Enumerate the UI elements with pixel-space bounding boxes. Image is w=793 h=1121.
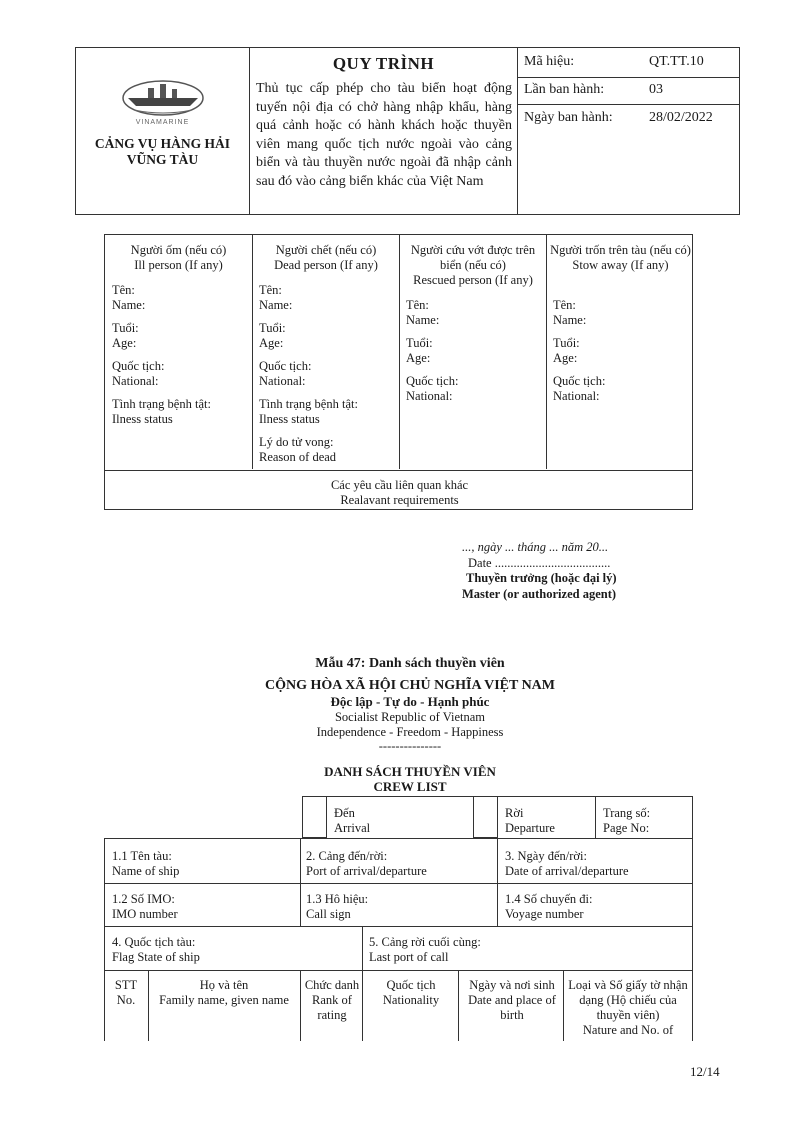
list-title-en: CREW LIST bbox=[373, 779, 447, 794]
page-number: 12/14 bbox=[690, 1064, 720, 1079]
col-nat-vi: Quốc tịch bbox=[386, 978, 436, 992]
list-title-vi: DANH SÁCH THUYỀN VIÊN bbox=[324, 764, 496, 779]
other-req-en: Realavant requirements bbox=[340, 493, 459, 507]
callsign-en: Call sign bbox=[306, 907, 351, 921]
col-name-en: Family name, given name bbox=[159, 993, 289, 1007]
other-req-vi: Các yêu cầu liên quan khác bbox=[330, 478, 469, 492]
flag-en: Flag State of ship bbox=[112, 950, 200, 964]
org-name-2: VŨNG TÀU bbox=[126, 152, 199, 167]
rescued-title-en: Rescued person (If any) bbox=[413, 273, 533, 287]
separator: --------------- bbox=[378, 739, 442, 753]
dead-status-en: Ilness status bbox=[259, 412, 320, 426]
rescued-title-vi: Người cứu vớt được trên biển (nếu có) bbox=[410, 243, 536, 272]
lastport-vi: 5. Cảng rời cuối cùng: bbox=[369, 935, 481, 949]
col-name-vi: Họ và tên bbox=[199, 978, 249, 992]
rescued-age-vi: Tuổi: bbox=[406, 336, 433, 350]
lastport-en: Last port of call bbox=[369, 950, 449, 964]
imo-en: IMO number bbox=[112, 907, 178, 921]
col-doc-vi: Loại và Số giấy tờ nhận dạng (Hộ chiếu của thuyền viên) bbox=[568, 978, 688, 1022]
logo-cell bbox=[76, 78, 249, 168]
issue-label: Lần ban hành: bbox=[524, 82, 605, 97]
voyage-en: Voyage number bbox=[505, 907, 584, 921]
logo-text: VINAMARINE bbox=[135, 119, 190, 126]
dead-age-vi: Tuổi: bbox=[259, 321, 286, 335]
stowaway-age-vi: Tuổi: bbox=[553, 336, 580, 350]
col-rank-vi: Chức danh bbox=[304, 978, 360, 992]
callsign-vi: 1.3 Hô hiệu: bbox=[306, 892, 369, 906]
ill-name-vi: Tên: bbox=[112, 283, 135, 297]
col-no: No. bbox=[116, 993, 136, 1007]
voyage-vi: 1.4 Số chuyến đi: bbox=[505, 892, 593, 906]
dead-name-vi: Tên: bbox=[259, 283, 282, 297]
page-vi: Trang số: bbox=[603, 806, 651, 820]
col-doc-en: Nature and No. of bbox=[582, 1023, 674, 1037]
rescued-name-en: Name: bbox=[406, 313, 440, 327]
dead-reason-en: Reason of dead bbox=[259, 450, 337, 464]
signature-block bbox=[462, 540, 662, 602]
ship-name-vi: 1.1 Tên tàu: bbox=[112, 849, 172, 863]
form47-title: Mẫu 47: Danh sách thuyền viên bbox=[315, 656, 505, 671]
sign-date-vi: ..., ngày ... tháng ... năm 20... bbox=[462, 540, 609, 554]
motto-vi: Độc lập - Tự do - Hạnh phúc bbox=[330, 694, 490, 709]
rescued-nat-vi: Quốc tịch: bbox=[406, 374, 459, 388]
org-name-1: CẢNG VỤ HÀNG HẢI bbox=[94, 136, 231, 151]
ship-name-en: Name of ship bbox=[112, 864, 180, 878]
code-label: Mã hiệu: bbox=[524, 54, 575, 69]
rescued-name-vi: Tên: bbox=[406, 298, 429, 312]
rescued-nat-en: National: bbox=[406, 389, 453, 403]
dead-nat-en: National: bbox=[259, 374, 306, 388]
doc-title: Thủ tục cấp phép cho tàu biển hoạt động tuyến nội địa có chở hàng nhập khẩu, hàng quá cảnh hoặc có hành khách hoặc thuyền viên mang quốc tịch nước ngoài vào cảng biển và tàu thuyền nước ngoài đã nhập cảnh sau đó vào cảng biển khác của Việt Nam bbox=[256, 81, 512, 189]
crew-table bbox=[104, 796, 693, 1041]
stowaway-title-vi: Người trốn trên tàu (nếu có) bbox=[550, 243, 691, 257]
issue-value: 03 bbox=[649, 82, 663, 97]
ill-nat-en: National: bbox=[112, 374, 159, 388]
doc-type: QUY TRÌNH bbox=[332, 54, 435, 73]
dead-age-en: Age: bbox=[259, 336, 284, 350]
arrival-checkbox[interactable] bbox=[302, 796, 327, 838]
dead-name-en: Name: bbox=[259, 298, 293, 312]
col-birth-vi: Ngày và nơi sinh bbox=[469, 978, 555, 992]
date-en: Date of arrival/departure bbox=[505, 864, 629, 878]
republic-en: Socialist Republic of Vietnam bbox=[334, 710, 486, 724]
port-vi: 2. Cảng đến/rời: bbox=[306, 849, 388, 863]
dead-nat-vi: Quốc tịch: bbox=[259, 359, 312, 373]
ill-status-vi: Tình trạng bệnh tật: bbox=[112, 397, 211, 411]
col-nat-en: Nationality bbox=[382, 993, 440, 1007]
dead-reason-vi: Lý do tử vong: bbox=[259, 435, 334, 449]
ill-age-en: Age: bbox=[112, 336, 137, 350]
stowaway-nat-vi: Quốc tịch: bbox=[553, 374, 606, 388]
dead-status-vi: Tình trạng bệnh tật: bbox=[259, 397, 358, 411]
stowaway-title-en: Stow away (If any) bbox=[572, 258, 669, 272]
arrival-en: Arrival bbox=[334, 821, 371, 835]
page-en: Page No: bbox=[603, 821, 650, 835]
departure-checkbox[interactable] bbox=[473, 796, 498, 838]
motto-en: Independence - Freedom - Happiness bbox=[316, 725, 504, 739]
dead-title-en: Dead person (If any) bbox=[274, 258, 378, 272]
col-rank-en: Rank of rating bbox=[312, 993, 352, 1022]
date-label: Ngày ban hành: bbox=[524, 110, 613, 125]
form47-heading bbox=[200, 656, 620, 794]
ill-status-en: Ilness status bbox=[112, 412, 173, 426]
col-birth-en: Date and place of birth bbox=[468, 993, 556, 1022]
imo-vi: 1.2 Số IMO: bbox=[112, 892, 175, 906]
code-value: QT.TT.10 bbox=[649, 54, 704, 69]
persons-table bbox=[104, 234, 693, 510]
flag-vi: 4. Quốc tịch tàu: bbox=[112, 935, 196, 949]
sign-date-en: Date ..................................... bbox=[468, 555, 611, 570]
stowaway-age-en: Age: bbox=[553, 351, 578, 365]
port-en: Port of arrival/departure bbox=[306, 864, 427, 878]
ill-nat-vi: Quốc tịch: bbox=[112, 359, 165, 373]
departure-vi: Rời bbox=[505, 806, 524, 820]
stowaway-name-vi: Tên: bbox=[553, 298, 576, 312]
header-table bbox=[75, 47, 740, 215]
ill-title-en: Ill person (If any) bbox=[134, 258, 223, 272]
date-value: 28/02/2022 bbox=[649, 110, 713, 125]
stowaway-name-en: Name: bbox=[553, 313, 587, 327]
ill-name-en: Name: bbox=[112, 298, 146, 312]
rescued-age-en: Age: bbox=[406, 351, 431, 365]
col-stt: STT bbox=[114, 978, 138, 992]
ill-title-vi: Người ốm (nếu có) bbox=[130, 243, 227, 257]
ill-age-vi: Tuổi: bbox=[112, 321, 139, 335]
master-en: Master (or authorized agent) bbox=[462, 586, 617, 601]
stowaway-nat-en: National: bbox=[553, 389, 600, 403]
vinamarine-logo bbox=[120, 78, 206, 118]
departure-en: Departure bbox=[505, 821, 555, 835]
arrival-vi: Đến bbox=[334, 806, 355, 820]
dead-title-vi: Người chết (nếu có) bbox=[275, 243, 377, 257]
date-vi: 3. Ngày đến/rời: bbox=[505, 849, 587, 863]
master-vi: Thuyền trưởng (hoặc đại lý) bbox=[466, 571, 617, 585]
republic-vi: CỘNG HÒA XÃ HỘI CHỦ NGHĨA VIỆT NAM bbox=[264, 678, 555, 693]
